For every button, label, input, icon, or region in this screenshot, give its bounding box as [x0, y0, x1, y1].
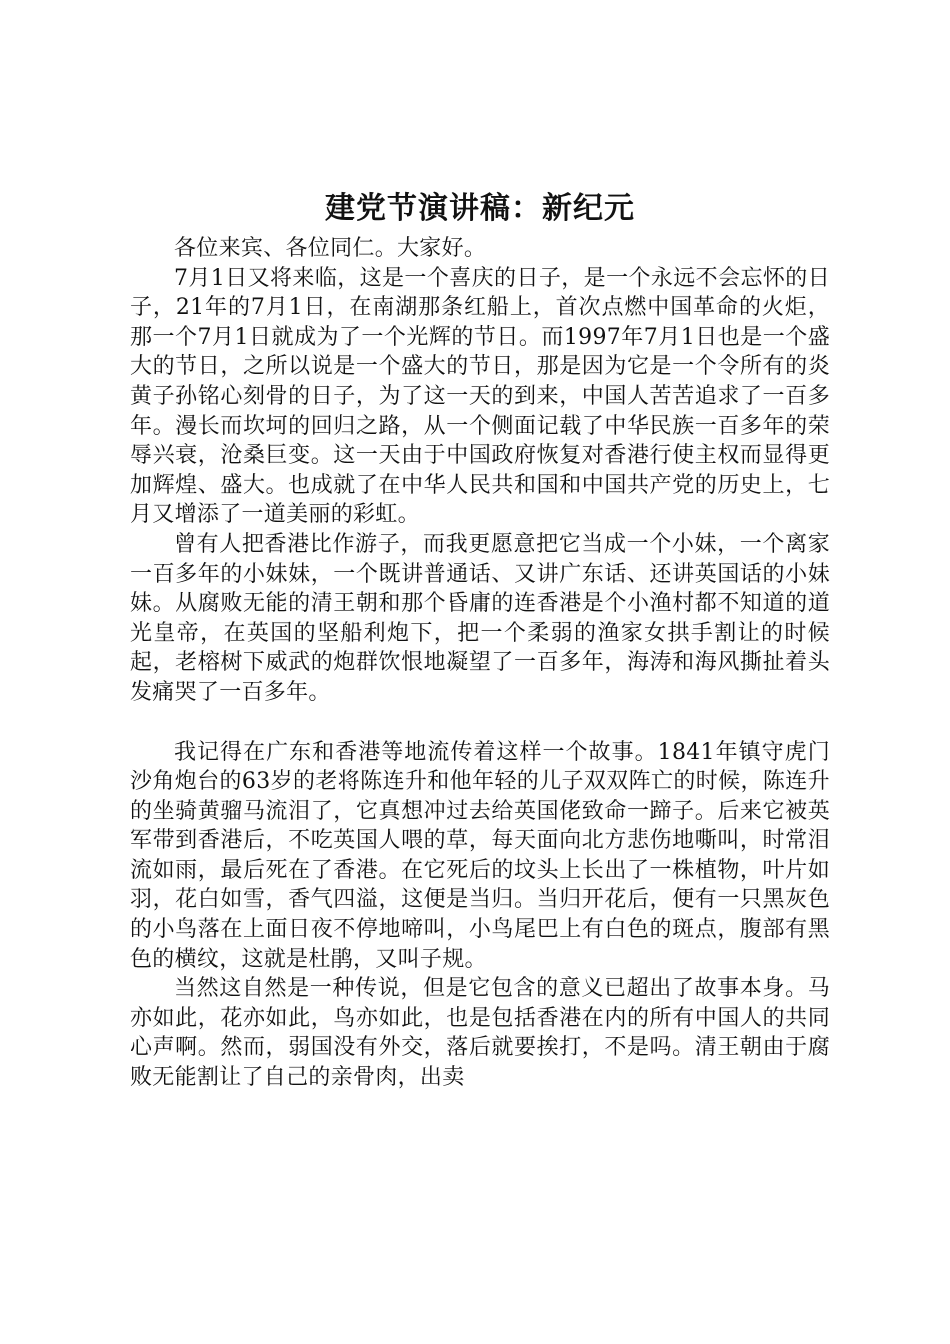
paragraph-july-first: 7月1日又将来临，这是一个喜庆的日子，是一个永远不会忘怀的日子，21年的7月1日，在南湖那条红船上，首次点燃中国革命的火炬，那一个7月1日就成为了一个光辉的节日。而1997年7月1日也是一个盛大的节日，之所以说是一个盛大的节日，那是因为它是一个令所有的炎黄子孙铭心刻骨的日子，为了这一天的到来，中国人苦苦追求了一百多年。漫长而坎坷的回归之路，从一个侧面记载了中华民族一百多年的荣辱兴衰，沧桑巨变。这一天由于中国政府恢复对香港行使主权而显得更加辉煌、盛大。也成就了在中华人民共和国和中国共产党的历史上，七月又增添了一道美丽的彩虹。 [130, 265, 830, 528]
paragraph-gap [130, 708, 830, 738]
paragraph-legend-story: 我记得在广东和香港等地流传着这样一个故事。1841年镇守虎门沙角炮台的63岁的老将陈连升和他年轻的儿子双双阵亡的时候，陈连升的坐骑黄骝马流泪了，它真想冲过去给英国佬致命一蹄子。后来它被英军带到香港后，不吃英国人喂的草，每天面向北方悲伤地嘶叫，时常泪流如雨，最后死在了香港。在它死后的坟头上长出了一株植物，叶片如羽，花白如雪，香气四溢，这便是当归。当归开花后，便有一只黑灰色的小鸟落在上面日夜不停地啼叫，小鸟尾巴上有白色的斑点，腹部有黑色的横纹，这就是杜鹃，又叫子规。 [130, 739, 830, 972]
paragraph-greeting: 各位来宾、各位同仁。大家好。 [174, 236, 487, 261]
document-page [130, 186, 830, 1093]
paragraph-little-sister: 曾有人把香港比作游子，而我更愿意把它当成一个小妹，一个离家一百多年的小妹妹，一个既讲普通话、又讲广东话、还讲英国话的小妹妹。从腐败无能的清王朝和那个昏庸的连香港是个小渔村都不知道的道光皇帝，在英国的坚船利炮下，把一个柔弱的渔家女拱手割让的时候起，老榕树下威武的炮群饮恨地凝望了一百多年，海涛和海风撕扯着头发痛哭了一百多年。 [130, 531, 830, 705]
paragraph-legend-meaning: 当然这自然是一种传说，但是它包含的意义已超出了故事本身。马亦如此，花亦如此，鸟亦如此，也是包括香港在内的所有中国人的共同心声啊。然而，弱国没有外交，落后就要挨打，不是吗。清王朝由于腐败无能割让了自己的亲骨肉，出卖 [130, 976, 830, 1091]
document-title: 建党节演讲稿：新纪元 [325, 191, 635, 226]
